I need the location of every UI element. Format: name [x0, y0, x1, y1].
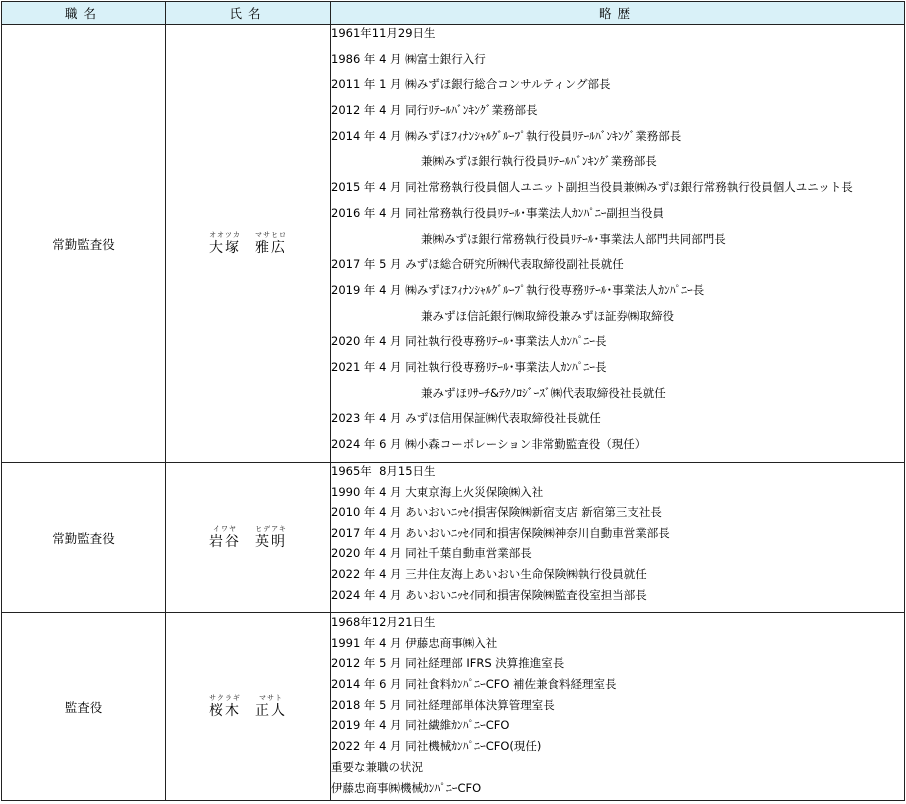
- career-entry: 伊藤忠商事㈱機械ｶﾝﾊﾟﾆｰCFO: [331, 780, 482, 795]
- career-entry: 2015 年 4 月 同社常務執行役員個人ユニット副担当役員兼㈱みずほ銀行常務執行役員個人ユニット長: [331, 180, 853, 195]
- career-entry: 2016 年 4 月 同社常務執行役員ﾘﾃｰﾙ･事業法人ｶﾝﾊﾟﾆｰ副担当役員: [331, 205, 664, 220]
- career-entry: 1991 年 4 月 伊藤忠商事㈱入社: [331, 635, 498, 650]
- career-entry: 2012 年 4 月 同行ﾘﾃｰﾙﾊﾞﾝｷﾝｸﾞ業務部長: [331, 103, 538, 118]
- career-entry: 2022 年 4 月 同社機械ｶﾝﾊﾟﾆｰCFO(現任): [331, 739, 542, 754]
- officer-row: [2, 25, 905, 463]
- career-entry: 重要な兼職の状況: [331, 759, 423, 774]
- given-name-kana: マサト: [259, 694, 283, 703]
- career-entry: 2020 年 4 月 同社執行役専務ﾘﾃｰﾙ･事業法人ｶﾝﾊﾟﾆｰ長: [331, 334, 607, 349]
- career-history: [331, 463, 905, 613]
- family-name-kanji: 岩谷: [209, 534, 241, 550]
- family-name-kana: サクラギ: [209, 694, 241, 703]
- given-name: [255, 230, 287, 257]
- career-entry: 2021 年 4 月 同社執行役専務ﾘﾃｰﾙ･事業法人ｶﾝﾊﾟﾆｰ長: [331, 359, 607, 374]
- officer-position: 常勤監査役: [2, 25, 166, 463]
- career-entry: 2020 年 4 月 同社千葉自動車営業部長: [331, 546, 532, 561]
- career-entry: 2017 年 5 月 みずほ総合研究所㈱代表取締役副社長就任: [331, 257, 624, 272]
- header-row: [2, 2, 905, 25]
- officer-row: [2, 463, 905, 613]
- family-name: [209, 693, 241, 720]
- career-entry: 2018 年 5 月 同社経理部単体決算管理室長: [331, 697, 555, 712]
- given-name-kana: ヒデアキ: [255, 525, 287, 533]
- officer-position: 監査役: [2, 613, 166, 801]
- officer-row: [2, 613, 905, 801]
- family-name: [209, 230, 241, 257]
- career-entry: 2014 年 4 月 ㈱みずほﾌｨﾅﾝｼｬﾙｸﾞﾙｰﾌﾟ執行役員ﾘﾃｰﾙﾊﾞﾝｷﾝｸﾞ業務部長: [331, 128, 682, 143]
- career-entry: 1961年11月29日生: [331, 26, 436, 40]
- career-entry: 兼㈱みずほ銀行執行役員ﾘﾃｰﾙﾊﾞﾝｷﾝｸﾞ業務部長: [421, 154, 657, 169]
- career-entry: 2014 年 6 月 同社食料ｶﾝﾊﾟﾆｰCFO 補佐兼食料経理室長: [331, 677, 617, 692]
- given-name-kana: マサヒロ: [255, 231, 287, 239]
- header-history: 略歴: [331, 2, 905, 25]
- career-entry: 2022 年 4 月 三井住友海上あいおい生命保険㈱執行役員就任: [331, 566, 647, 581]
- career-entry: 2017 年 4 月 あいおいﾆｯｾｲ同和損害保険㈱神奈川自動車営業部長: [331, 525, 670, 540]
- career-entry: 兼みずほﾘｻｰﾁ&ﾃｸﾉﾛｼﾞｰｽﾞ㈱代表取締役社長就任: [421, 385, 666, 400]
- officer-name: [166, 613, 331, 801]
- given-name-kanji: 正人: [255, 703, 287, 720]
- career-entry: 2019 年 4 月 同社繊維ｶﾝﾊﾟﾆｰCFO: [331, 718, 510, 733]
- career-entry: 2010 年 4 月 あいおいﾆｯｾｲ損害保険㈱新宿支店 新宿第三支社長: [331, 505, 662, 520]
- career-entry: 1965年 8月15日生: [331, 464, 436, 478]
- career-entry: 2019 年 4 月 ㈱みずほﾌｨﾅﾝｼｬﾙｸﾞﾙｰﾌﾟ執行役専務ﾘﾃｰﾙ･事業法人ｶﾝﾊﾟﾆｰ長: [331, 282, 705, 297]
- career-entry: 兼みずほ信託銀行㈱取締役兼みずほ証券㈱取締役: [421, 308, 674, 323]
- officer-name: [166, 25, 331, 463]
- career-entry: 2011 年 1 月 ㈱みずほ銀行総合コンサルティング部長: [331, 77, 611, 92]
- given-name: [255, 693, 287, 720]
- officer-name: [166, 463, 331, 613]
- career-history: [331, 25, 905, 463]
- career-entry: 兼㈱みずほ銀行常務執行役員ﾘﾃｰﾙ･事業法人部門共同部門長: [421, 231, 726, 246]
- header-name: 氏名: [166, 2, 331, 25]
- career-entry: 2024 年 4 月 あいおいﾆｯｾｲ同和損害保険㈱監査役室担当部長: [331, 587, 647, 602]
- given-name-kanji: 英明: [255, 534, 287, 550]
- family-name: [209, 524, 241, 551]
- career-history: [331, 613, 905, 801]
- given-name: [255, 524, 287, 551]
- family-name-kanji: 大塚: [209, 240, 241, 256]
- officer-position: 常勤監査役: [2, 463, 166, 613]
- career-entry: 1968年12月21日生: [331, 615, 436, 629]
- career-entry: 2023 年 4 月 みずほ信用保証㈱代表取締役社長就任: [331, 411, 601, 426]
- family-name-kanji: 桜木: [209, 703, 241, 720]
- career-entry: 2012 年 5 月 同社経理部 IFRS 決算推進室長: [331, 656, 565, 671]
- family-name-kana: オオツカ: [209, 231, 241, 239]
- header-position: 職名: [2, 2, 166, 25]
- career-entry: 1990 年 4 月 大東京海上火災保険㈱入社: [331, 484, 544, 499]
- career-entry: 1986 年 4 月 ㈱富士銀行入行: [331, 51, 486, 66]
- family-name-kana: イワヤ: [213, 525, 237, 533]
- career-entry: 2024 年 6 月 ㈱小森コーポレーション非常勤監査役（現任）: [331, 437, 647, 451]
- given-name-kanji: 雅広: [255, 240, 287, 256]
- officer-table: [1, 1, 905, 801]
